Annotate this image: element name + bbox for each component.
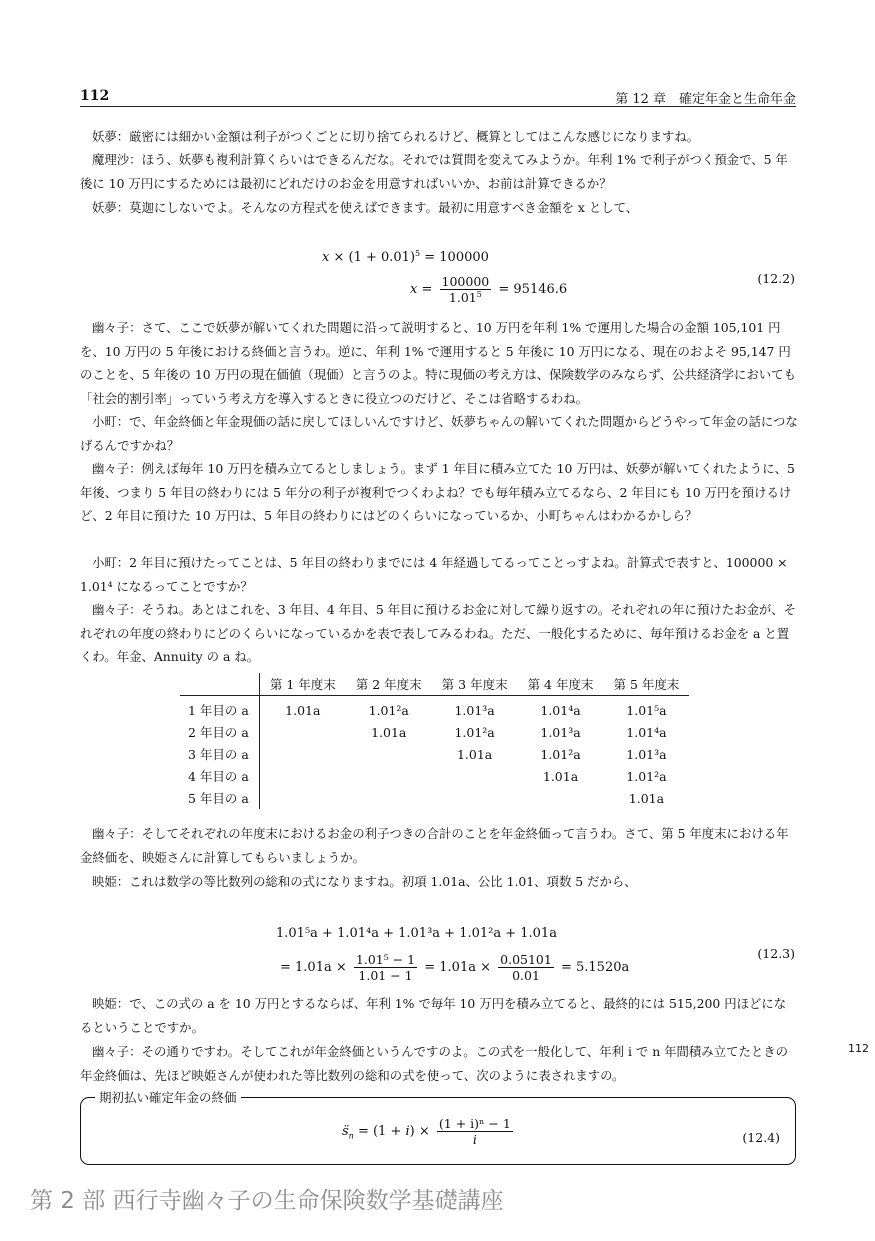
formula-box-title: 期初払い確定年金の終価 [95,1088,241,1106]
table-cell: 1.01³a [454,702,495,718]
speaker-label: 妖夢： [92,200,130,215]
speaker-label: 映姫： [92,996,130,1011]
equation-number: (12.2) [757,271,795,286]
equation-12-2-line1: $x \times (1 + 0.01)^5 = 100000$ [322,249,489,265]
dialogue-text: 厳密には細かい金額は利子がつくごとに切り捨てられるけど、概算としてはこんな感じになりますね。 [129,129,700,144]
fraction [498,952,554,983]
row-label: 1 年目の a [180,696,259,722]
denominator: 1.01 − 1 [358,968,413,983]
table-row [180,743,689,765]
table-cell: 1.01³a [626,746,667,762]
equation-12-3-line2 [280,952,629,983]
dialogue-text: さて、ここで妖夢が解いてくれた問題に沿って説明すると、10 万円を年利 1% で運用した場合の金額 105,101 円を、10 万円の 5 年後における終価と言うわ。逆に、年利 1% で運用すると 5 年後に 10 万円になる、現在のおよそ 95,147 円のことを、5 年後の 10 万円の現在価値（現価）と言うのよ。特に現価の考え方は、保険数学のみならず、公共経済学においても「社会的割引率」っていう考え方を導入するときに役立つのだけど、そこは省略するわね。 [80,320,796,406]
numerator: 100000 [441,274,490,289]
table-cell: 1.01²a [454,724,495,740]
eq-part: = 1.01a × [280,960,347,975]
dialogue-paragraph [80,457,798,528]
table-cell [259,721,345,743]
column-header: 第 5 年度末 [603,673,689,696]
dialogue-paragraph [80,992,798,1039]
margin-page-number: 112 [848,1042,869,1055]
table-cell [346,743,432,765]
dialogue-text: その通りですわ。そしてこれが年金終価というんですのよ。この式を一般化して、年利 i で n 年間積み立てたときの年金終価は、先ほど映姫さんが使われた等比数列の総和の式を使って、次のように表されますの。 [80,1044,789,1083]
table-cell: 1.01³a [540,724,581,740]
row-label: 5 年目の a [180,787,259,809]
table-cell: 1.01⁵a [626,702,667,718]
dialogue-text: で、この式の a を 10 万円とするならば、年利 1% で毎年 10 万円を積み立てると、最終的には 515,200 円ほどになるということですか。 [80,996,787,1035]
row-label: 4 年目の a [180,765,259,787]
speaker-label: 小町： [92,414,130,429]
column-header: 第 3 年度末 [432,673,518,696]
denominator: i [472,1132,477,1147]
column-header: 第 2 年度末 [346,673,432,696]
dialogue-text: 例えば毎年 10 万円を積み立てるとしましょう。まず 1 年目に積み立てた 10 万円は、妖夢が解いてくれたように、5 年後、つまり 5 年目の終わりには 5 年分の利子が複利でつくわよね？でも毎年積み立てるなら、2 年目にも 10 万円を預けるけど、2 年目に預けた 10 万円は、5 年目の終わりにはどのくらいになっているか、小町ちゃんはわかるかしら？ [80,461,795,523]
eq-result: = 5.1520a [560,960,630,975]
annuity-table [180,673,689,809]
dialogue-paragraph [80,316,798,410]
numerator: (1 + i)ⁿ − 1 [438,1116,511,1131]
table-cell: 1.01a [542,768,579,784]
table-cell: 1.01²a [626,768,667,784]
dialogue-text: そしてそれぞれの年度末におけるお金の利子つきの合計のことを年金終価って言うわ。さて、第 5 年度末における年金終価を、映姫さんに計算してもらいましょうか。 [80,826,789,865]
denominator: 1.01$^5$ [448,290,482,305]
table-cell: 1.01⁴a [540,702,581,718]
speaker-label: 小町： [92,555,130,570]
table-row [180,787,689,809]
dialogue-paragraph [80,1040,798,1087]
eq-result: = 95146.6 [498,282,568,297]
equation-12-4: $s̈_n = (1 + i)$ × $\frac{\text{(1 + i)ⁿ − 1}}{i}$ [342,1116,511,1147]
dialogue-paragraph [80,148,798,195]
dialogue-paragraph [80,870,798,894]
dialogue-paragraph [80,598,798,669]
dialogue-text: 2 年目に預けたってことは、5 年目の終わりまでには 4 年経過してるってことっすよね。計算式で表すと、100000 × 1.01⁴ になるってことですか？ [80,555,788,594]
table-cell [259,787,345,809]
equation-number: (12.4) [742,1130,780,1145]
table-row [180,696,689,722]
table-row [180,765,689,787]
table-cell: 1.01⁴a [626,724,667,740]
equation-12-2-line2: x = $\frac{100000}{1.01^5}$ = 95146.6 [410,274,568,305]
dialogue-text: で、年金終価と年金現価の話に戻してほしいんですけど、妖夢ちゃんの解いてくれた問題からどうやって年金の話につなげるんですかね？ [80,414,798,453]
column-header: 第 4 年度末 [518,673,604,696]
dialogue-paragraph [80,822,798,869]
equation-12-3-line1: 1.01⁵a + 1.01⁴a + 1.01³a + 1.01²a + 1.01a [276,926,557,941]
table-cell [432,787,518,809]
dialogue-text: 莫迦にしないでよ。そんなの方程式を使えばできます。最初に用意すべき金額を x として、 [129,200,639,215]
dialogue-paragraph [80,410,798,457]
table-cell [518,787,604,809]
speaker-label: 妖夢： [92,129,130,144]
speaker-label: 映姫： [92,874,130,889]
page-number: 112 [80,88,110,104]
row-label: 3 年目の a [180,743,259,765]
speaker-label: 幽々子： [92,1044,142,1059]
table-cell [346,765,432,787]
denominator: 0.01 [512,968,540,983]
table-cell: 1.01a [628,790,665,806]
table-corner [180,673,259,696]
table-cell [346,787,432,809]
dialogue-paragraph [80,551,798,598]
fraction [440,274,492,305]
column-header: 第 1 年度末 [259,673,345,696]
table-cell: 1.01a [456,746,493,762]
table-cell: 1.01a [285,702,321,718]
numerator: 0.05101 [500,952,552,967]
table-cell [259,743,345,765]
dialogue-text: これは数学の等比数列の総和の式になりますね。初項 1.01a、公比 1.01、項数 5 だから、 [129,874,637,889]
table-cell: 1.01²a [368,702,409,718]
speaker-label: 幽々子： [92,602,142,617]
speaker-label: 魔理沙： [92,152,142,167]
table-cell [259,765,345,787]
table-cell [432,765,518,787]
dialogue-paragraph [80,125,798,149]
eq-part: = 1.01a × [424,960,491,975]
dialogue-paragraph [80,196,798,220]
part-footer: 第 2 部 西行寺幽々子の生命保険数学基礎講座 [30,1188,504,1214]
table-header-row [180,673,689,696]
table-cell: 1.01²a [540,746,581,762]
equation-number: (12.3) [757,946,795,961]
numerator: 1.01⁵ − 1 [355,952,416,967]
table-cell: 1.01a [371,724,407,740]
speaker-label: 幽々子： [92,320,142,335]
fraction [437,1116,513,1147]
speaker-label: 幽々子： [92,461,142,476]
eq-rhs: = 100000 [424,250,489,265]
fraction [354,952,417,983]
speaker-label: 幽々子： [92,826,142,841]
row-label: 2 年目の a [180,721,259,743]
page-header [80,88,796,107]
table-row [180,721,689,743]
dialogue-text: そうね。あとはこれを、3 年目、4 年目、5 年目に預けるお金に対して繰り返すの。それぞれの年に預けたお金が、それぞれの年度の終わりにどのくらいになっているかを表で表してみるわね。ただ、一般化するために、毎年預けるお金を a と置くわ。年金、Annuity の a ね。 [80,602,797,664]
dialogue-text: ほう、妖夢も複利計算くらいはできるんだな。それでは質問を変えてみようか。年利 1% で利子がつく預金で、5 年後に 10 万円にするためには最初にどれだけのお金を用意すればいいか、お前は計算できるか？ [80,152,788,191]
chapter-title: 第 12 章 確定年金と生命年金 [615,92,796,107]
